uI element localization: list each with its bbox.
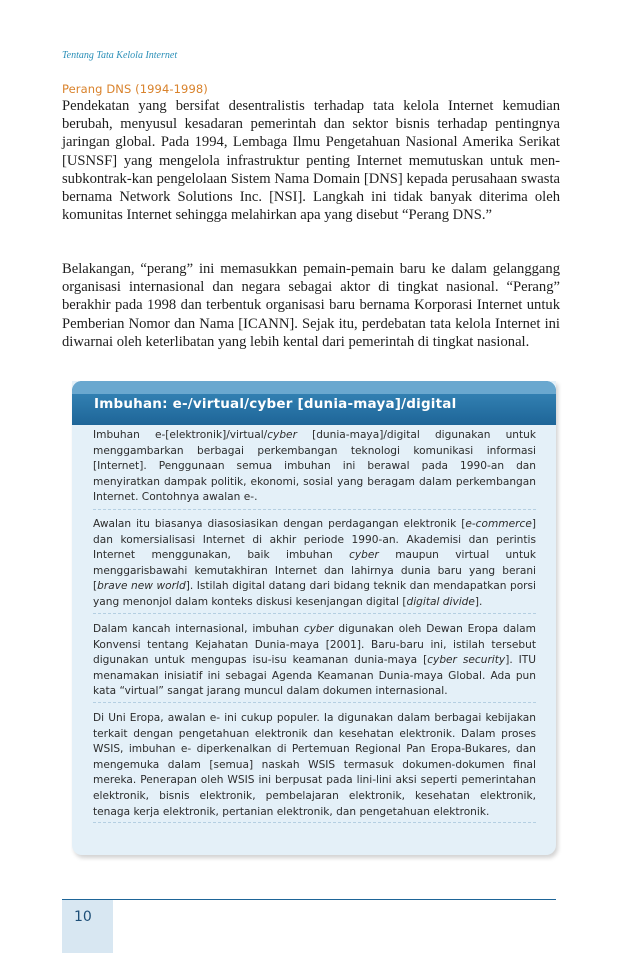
box-divider bbox=[93, 822, 536, 823]
box-paragraph-2: Awalan itu biasanya diasosiasikan dengan perdagangan elektronik [e-commerce] dan komersialisasi Internet di akhir periode 1990-an. Akademisi dan perintis Internet menggunakan, baik imbuhan cyber maupun virtual untuk menggarisbawahi kemutakhiran Internet dan lahirnya dunia baru yang berani [brave new world]. Istilah digital datang dari bidang teknik dan mendapatkan porsi yang menonjol dalam konteks diskusi kesenjangan digital [digital divide]. bbox=[93, 518, 536, 608]
info-box-header-tab bbox=[72, 381, 556, 394]
body-paragraph-2: Belakangan, “perang” ini memasukkan pemain-pemain baru ke dalam gelanggang organisasi internasional dan negara sebagai aktor di tingkat nasional. “Perang” berakhir pada 1998 dan terbentuk organisasi baru bernama Korporasi Internet untuk Pemberian Nomor dan Nama [ICANN]. Sejak itu, perdebatan tata kelola Internet ini diwarnai oleh keterlibatan yang lebih kental dari pemerintah di tingkat nasional. bbox=[62, 261, 560, 350]
page-number-tab bbox=[62, 900, 113, 953]
footer-rule bbox=[62, 899, 556, 900]
section-title: Perang DNS (1994-1998) bbox=[62, 82, 208, 96]
box-paragraph-1: Imbuhan e-[elektronik]/virtual/cyber [dunia-maya]/digital digunakan untuk menggambarkan berbagai perkembangan teknologi komunikasi informasi [Internet]. Penggunaan semua imbuhan ini berawal pada 1990-an dan menyiratkan dampak politik, ekonomi, sosial yang beragam dalam perkembangan Internet. Contohnya awalan e-. bbox=[93, 429, 537, 504]
box-paragraph-3: Dalam kancah internasional, imbuhan cyber digunakan oleh Dewan Eropa dalam Konvensi tentang Kejahatan Dunia-maya [2001]. Baru-baru ini, istilah tersebut digunakan untuk mengupas isu-isu keamanan dunia-maya [cyber security]. ITU menamakan inisiatif ini sebagai Agenda Keamanan Dunia-maya Global. Ada pun kata “virtual” sangat jarang muncul dalam dokumen internasional. bbox=[93, 623, 537, 698]
body-paragraph-1: Pendekatan yang bersifat desentralistis terhadap tata kelola Internet kemudian berubah, menyusul kesadaran pemerintah dan sektor bisnis terhadap pentingnya jaringan global. Pada 1994, Lembaga Ilmu Pengetahuan Nasional Amerika Serikat [USNSF] yang mengelola infrastruktur penting Internet memutuskan untuk men-subkontrak-kan pengelolaan Sistem Nama Domain [DNS] kepada perusahaan swasta bernama Network Solutions Inc. [NSI]. Langkah ini tidak banyak diterima oleh komunitas Internet sehingga melahirkan apa yang disebut “Perang DNS.” bbox=[62, 98, 560, 224]
running-head: Tentang Tata Kelola Internet bbox=[62, 50, 178, 61]
info-box-title: Imbuhan: e-/virtual/cyber [dunia-maya]/digital bbox=[94, 396, 457, 412]
page-number: 10 bbox=[74, 909, 92, 925]
box-divider bbox=[93, 509, 536, 510]
box-divider bbox=[93, 613, 536, 614]
box-divider bbox=[93, 702, 536, 703]
box-paragraph-4: Di Uni Eropa, awalan e- ini cukup populer. Ia digunakan dalam berbagai kebijakan terkait dengan pengetahuan elektronik dan kesehatan elektronik. Dalam proses WSIS, imbuhan e- diperkenalkan di Pertemuan Regional Pan Eropa-Bukares, dan mengemuka dalam [semua] naskah WSIS termasuk dokumen-dokumen final mereka. Penerapan oleh WSIS ini berpusat pada lini-lini aksi seperti pemerintahan elektronik, bisnis elektronik, pembelajaran elektronik, kesehatan elektronik, tenaga kerja elektronik, pertanian elektronik, dan pengetahuan elektronik. bbox=[93, 712, 536, 818]
